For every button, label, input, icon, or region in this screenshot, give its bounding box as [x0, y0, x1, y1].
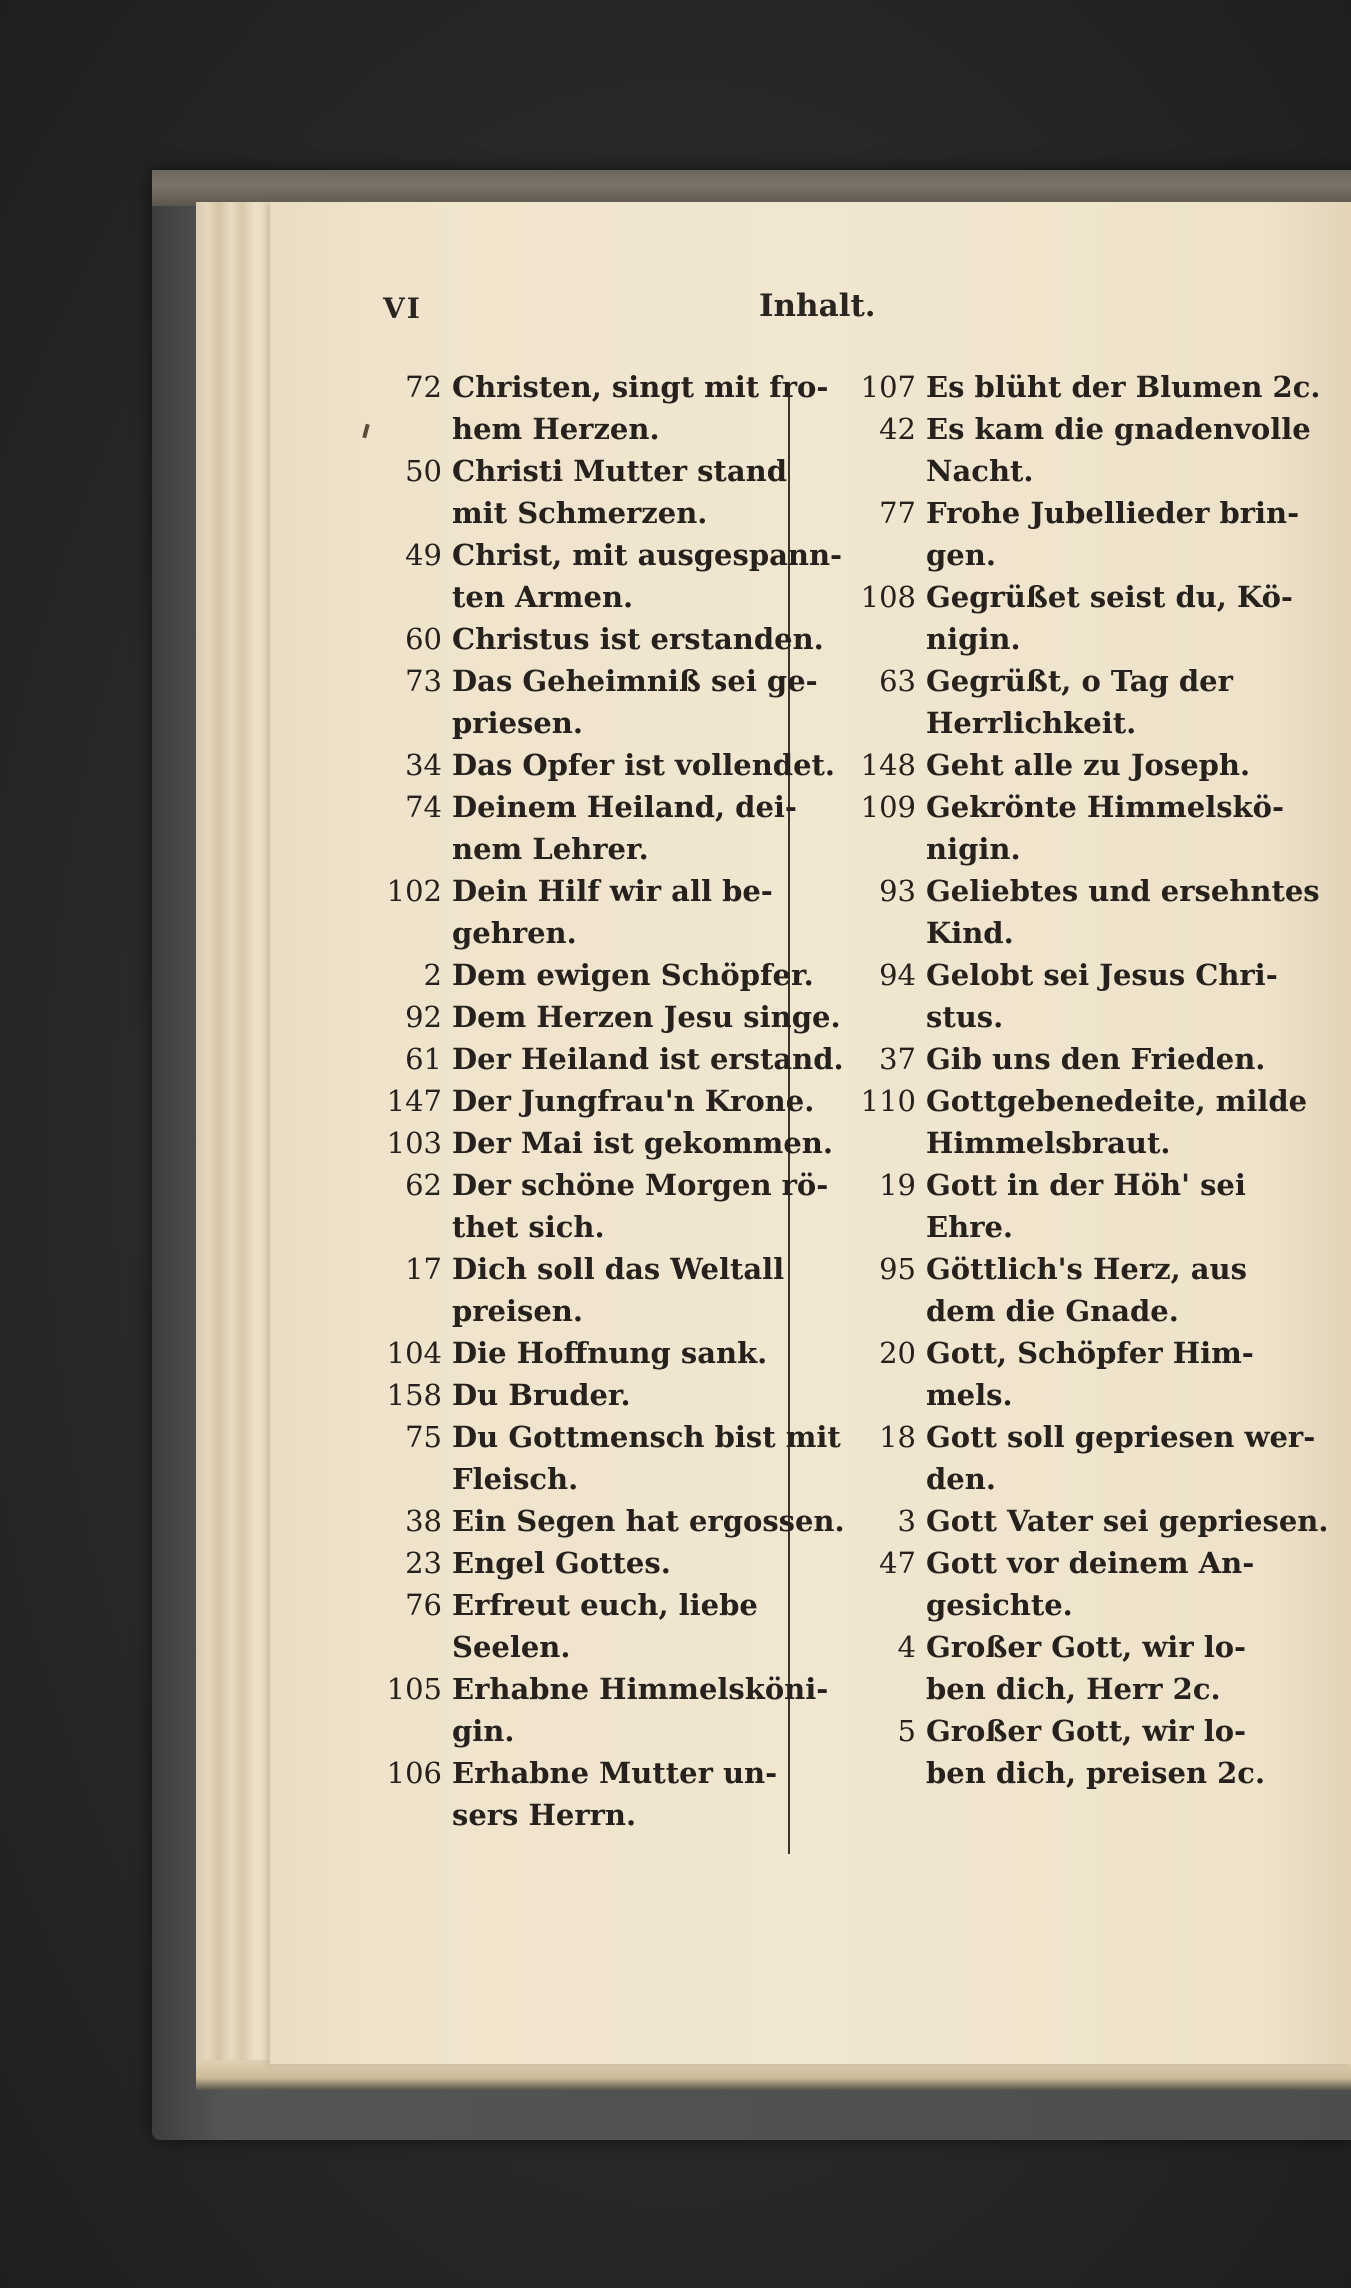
hymn-title-line: Es kam die gnadenvolle — [926, 412, 1311, 446]
hymn-title-line: Gott, Schöpfer Him- — [926, 1336, 1254, 1370]
hymn-title — [916, 1038, 1266, 1080]
hymn-title-line: thet sich. — [452, 1210, 605, 1244]
hymn-title-line: gehren. — [452, 916, 577, 950]
hymn-title — [442, 1332, 776, 1374]
index-entry — [366, 660, 818, 744]
hymn-title-line: Die Hoffnung sank. — [452, 1336, 768, 1370]
index-entry — [836, 1164, 1266, 1248]
hymn-title-line: Ein Segen hat ergossen. — [452, 1504, 845, 1538]
index-entry — [366, 1164, 829, 1248]
page-number: VI — [383, 292, 422, 325]
index-entry — [366, 744, 836, 786]
index-entry — [366, 1332, 776, 1374]
index-entry — [366, 996, 841, 1038]
hymn-title-line: hem Herzen. — [452, 412, 660, 446]
hymn-title-line: Göttlich's Herz, aus — [926, 1252, 1247, 1286]
hymn-title — [916, 1710, 1266, 1794]
hymn-title-line: mit Schmerzen. — [452, 496, 708, 530]
index-column-left — [366, 366, 845, 1836]
hymn-number: 105 — [386, 1672, 442, 1706]
hymn-title — [442, 744, 835, 786]
hymn-number: 92 — [405, 1000, 442, 1034]
hymn-title-line: Gott vor deinem An- — [926, 1546, 1255, 1580]
hymn-number: 74 — [405, 790, 442, 824]
hymn-title-line: Erfreut euch, liebe — [452, 1588, 758, 1622]
hymn-title — [916, 408, 1311, 492]
index-entry — [836, 1248, 1266, 1332]
hymn-title-line: Gottgebenedeite, milde — [926, 1084, 1308, 1118]
index-entry — [366, 1668, 829, 1752]
hymn-title-line: Frohe Jubellieder brin- — [926, 496, 1300, 530]
hymn-title — [442, 1542, 776, 1584]
index-entry — [836, 492, 1300, 576]
hymn-title — [916, 1542, 1266, 1626]
index-entry — [836, 744, 1266, 786]
index-entry — [836, 954, 1278, 1038]
hymn-number: 23 — [405, 1546, 442, 1580]
hymn-number: 38 — [405, 1504, 442, 1538]
hymn-title — [442, 1038, 844, 1080]
hymn-title-line: Du Gottmensch bist mit — [452, 1420, 841, 1454]
hymn-title-line: dem die Gnade. — [926, 1294, 1179, 1328]
hymn-number: 103 — [386, 1126, 442, 1160]
hymn-title-line: Seelen. — [452, 1630, 571, 1664]
hymn-title — [442, 954, 814, 996]
hymn-title — [442, 660, 818, 744]
hymn-title — [916, 1164, 1266, 1248]
hymn-number: 77 — [879, 496, 916, 530]
hymn-number: 2 — [423, 958, 442, 992]
hymn-number: 37 — [879, 1042, 916, 1076]
hymn-title — [916, 786, 1284, 870]
hymn-title-line: Fleisch. — [452, 1462, 579, 1496]
hymn-title — [442, 1668, 828, 1752]
hymn-title-line: preisen. — [452, 1294, 583, 1328]
index-entry — [366, 1542, 776, 1584]
hymn-title-line: Herrlichkeit. — [926, 706, 1137, 740]
hymn-title — [442, 450, 787, 534]
hymn-title-line: nigin. — [926, 832, 1021, 866]
hymn-title — [442, 1374, 776, 1416]
index-entry — [836, 1626, 1266, 1710]
index-entry — [836, 1542, 1266, 1626]
index-entry — [836, 576, 1293, 660]
hymn-title — [916, 660, 1266, 744]
hymn-title — [916, 1626, 1266, 1710]
hymn-number: 94 — [879, 958, 916, 992]
hymn-title-line: Der Heiland ist erstand. — [452, 1042, 844, 1076]
cover-top-edge — [152, 170, 1351, 206]
index-entry — [366, 618, 824, 660]
hymn-number: 108 — [860, 580, 916, 614]
hymn-title-line: Christen, singt mit fro- — [452, 370, 829, 404]
hymn-title-line: Du Bruder. — [452, 1378, 631, 1412]
hymn-title-line: Der Jungfrau'n Krone. — [452, 1084, 815, 1118]
hymn-title — [916, 1416, 1315, 1500]
hymn-number: 47 — [879, 1546, 916, 1580]
hymn-title-line: ben dich, preisen 2c. — [926, 1756, 1266, 1790]
hymn-title — [442, 1164, 828, 1248]
hymn-title — [442, 534, 842, 618]
hymn-title-line: Geliebtes und ersehntes — [926, 874, 1320, 908]
index-entry — [366, 534, 843, 618]
hymn-title-line: Das Geheimniß sei ge- — [452, 664, 818, 698]
hymn-number: 18 — [879, 1420, 916, 1454]
hymn-title-line: Gegrüßt, o Tag der — [926, 664, 1233, 698]
hymn-title-line: Gott in der Höh' sei — [926, 1168, 1246, 1202]
hymn-title-line: Gib uns den Frieden. — [926, 1042, 1266, 1076]
index-entry — [836, 1080, 1308, 1164]
page-header — [383, 288, 1183, 336]
index-entry — [366, 1374, 776, 1416]
hymn-title — [442, 1584, 776, 1668]
index-entry — [366, 1500, 845, 1542]
hymn-number: 5 — [897, 1714, 916, 1748]
hymn-number: 95 — [879, 1252, 916, 1286]
hymn-title — [916, 1500, 1328, 1542]
index-entry — [836, 1038, 1266, 1080]
index-entry — [836, 1416, 1316, 1500]
hymn-title — [916, 870, 1320, 954]
hymn-number: 49 — [405, 538, 442, 572]
hymn-title-line: Dein Hilf wir all be- — [452, 874, 773, 908]
index-entry — [366, 954, 814, 996]
hymn-title — [442, 1500, 845, 1542]
hymn-title-line: Erhabne Mutter un- — [452, 1756, 778, 1790]
hymn-number: 20 — [879, 1336, 916, 1370]
hymn-title-line: nigin. — [926, 622, 1021, 656]
hymn-title-line: Dem Herzen Jesu singe. — [452, 1000, 841, 1034]
hymn-title-line: ben dich, Herr 2c. — [926, 1672, 1221, 1706]
index-entry — [836, 408, 1311, 492]
hymn-title-line: Himmelsbraut. — [926, 1126, 1171, 1160]
hymn-title-line: Engel Gottes. — [452, 1546, 671, 1580]
hymn-title-line: Christus ist erstanden. — [452, 622, 824, 656]
hymn-title-line: Das Opfer ist vollendet. — [452, 748, 836, 782]
hymn-title-line: Deinem Heiland, dei- — [452, 790, 797, 824]
hymn-title-line: Gekrönte Himmelskö- — [926, 790, 1285, 824]
hymn-title — [916, 954, 1278, 1038]
hymn-number: 42 — [879, 412, 916, 446]
hymn-number: 106 — [386, 1756, 442, 1790]
hymn-title-line: Gott soll gepriesen wer- — [926, 1420, 1316, 1454]
hymn-title-line: nem Lehrer. — [452, 832, 649, 866]
hymn-title-line: sers Herrn. — [452, 1798, 637, 1832]
index-entry — [366, 1080, 815, 1122]
hymn-title — [442, 1752, 777, 1836]
index-entry — [366, 450, 787, 534]
index-entry — [366, 1038, 844, 1080]
hymn-number: 73 — [405, 664, 442, 698]
hymn-number: 102 — [386, 874, 442, 908]
hymn-title-line: Christ, mit ausgespann- — [452, 538, 843, 572]
hymn-title-line: Erhabne Himmelsköni- — [452, 1672, 829, 1706]
page-bottom-edge — [196, 2060, 1351, 2090]
hymn-title-line: gesichte. — [926, 1588, 1073, 1622]
hymn-title-line: Ehre. — [926, 1210, 1014, 1244]
hymn-title — [916, 1248, 1266, 1332]
hymn-number: 61 — [405, 1042, 442, 1076]
hymn-title-line: Gelobt sei Jesus Chri- — [926, 958, 1278, 992]
hymn-number: 19 — [879, 1168, 916, 1202]
hymn-number: 158 — [386, 1378, 442, 1412]
hymn-title-line: Nacht. — [926, 454, 1034, 488]
hymn-title — [916, 1332, 1266, 1416]
hymn-title-line: Der schöne Morgen rö- — [452, 1168, 829, 1202]
hymn-number: 147 — [386, 1084, 442, 1118]
hymn-title-line: Der Mai ist gekommen. — [452, 1126, 833, 1160]
index-entry — [366, 366, 829, 450]
hymn-title-line: Dem ewigen Schöpfer. — [452, 958, 814, 992]
hymn-title-line: Gott Vater sei gepriesen. — [926, 1504, 1329, 1538]
index-entry — [366, 1122, 833, 1164]
hymn-title-line: Christi Mutter stand — [452, 454, 787, 488]
hymn-number: 3 — [897, 1504, 916, 1538]
hymn-title — [442, 870, 776, 954]
hymn-title — [442, 366, 828, 450]
index-entry — [836, 786, 1285, 870]
index-entry — [366, 1752, 776, 1836]
hymn-title-line: mels. — [926, 1378, 1013, 1412]
hymn-number: 93 — [879, 874, 916, 908]
index-entry — [836, 366, 1321, 408]
hymn-title-line: ten Armen. — [452, 580, 634, 614]
hymn-title — [442, 1248, 784, 1332]
index-column-right — [836, 366, 1329, 1794]
hymn-title-line: Es blüht der Blumen 2c. — [926, 370, 1321, 404]
hymn-number: 109 — [860, 790, 916, 824]
hymn-number: 148 — [860, 748, 916, 782]
hymn-number: 4 — [897, 1630, 916, 1664]
hymn-number: 17 — [405, 1252, 442, 1286]
hymn-title-line: gin. — [452, 1714, 515, 1748]
hymn-title — [916, 576, 1293, 660]
hymn-number: 72 — [405, 370, 442, 404]
hymn-title — [916, 744, 1266, 786]
hymn-title — [442, 786, 797, 870]
hymn-number: 107 — [860, 370, 916, 404]
hymn-number: 76 — [405, 1588, 442, 1622]
index-entry — [836, 1332, 1266, 1416]
hymn-title-line: gen. — [926, 538, 996, 572]
hymn-title-line: Großer Gott, wir lo- — [926, 1630, 1247, 1664]
hymn-number: 50 — [405, 454, 442, 488]
index-entry — [366, 786, 797, 870]
hymn-title — [916, 492, 1299, 576]
hymn-title-line: Gegrüßet seist du, Kö- — [926, 580, 1293, 614]
hymn-number: 75 — [405, 1420, 442, 1454]
hymn-title — [442, 996, 841, 1038]
hymn-title — [442, 1416, 841, 1500]
hymn-title — [442, 618, 824, 660]
page-title: Inhalt. — [759, 288, 876, 324]
index-entry — [836, 660, 1266, 744]
hymn-number: 62 — [405, 1168, 442, 1202]
hymn-number: 63 — [879, 664, 916, 698]
hymn-title — [916, 1080, 1307, 1164]
hymn-title — [916, 366, 1320, 408]
hymn-title-line: Großer Gott, wir lo- — [926, 1714, 1247, 1748]
index-entry — [366, 1248, 785, 1332]
hymn-title-line: Dich soll das Weltall — [452, 1252, 785, 1286]
hymn-title-line: den. — [926, 1462, 996, 1496]
hymn-title-line: priesen. — [452, 706, 583, 740]
index-entry — [836, 870, 1320, 954]
index-entry — [366, 1416, 841, 1500]
hymn-title — [442, 1122, 833, 1164]
hymn-title-line: stus. — [926, 1000, 1004, 1034]
hymn-number: 104 — [386, 1336, 442, 1370]
hymn-number: 60 — [405, 622, 442, 656]
index-entry — [366, 1584, 776, 1668]
hymn-number: 110 — [860, 1084, 916, 1118]
hymn-title-line: Kind. — [926, 916, 1014, 950]
hymn-title — [442, 1080, 814, 1122]
hymn-number: 34 — [405, 748, 442, 782]
hymn-title-line: Geht alle zu Joseph. — [926, 748, 1251, 782]
index-entry — [836, 1710, 1266, 1794]
index-entry — [366, 870, 776, 954]
index-entry — [836, 1500, 1329, 1542]
